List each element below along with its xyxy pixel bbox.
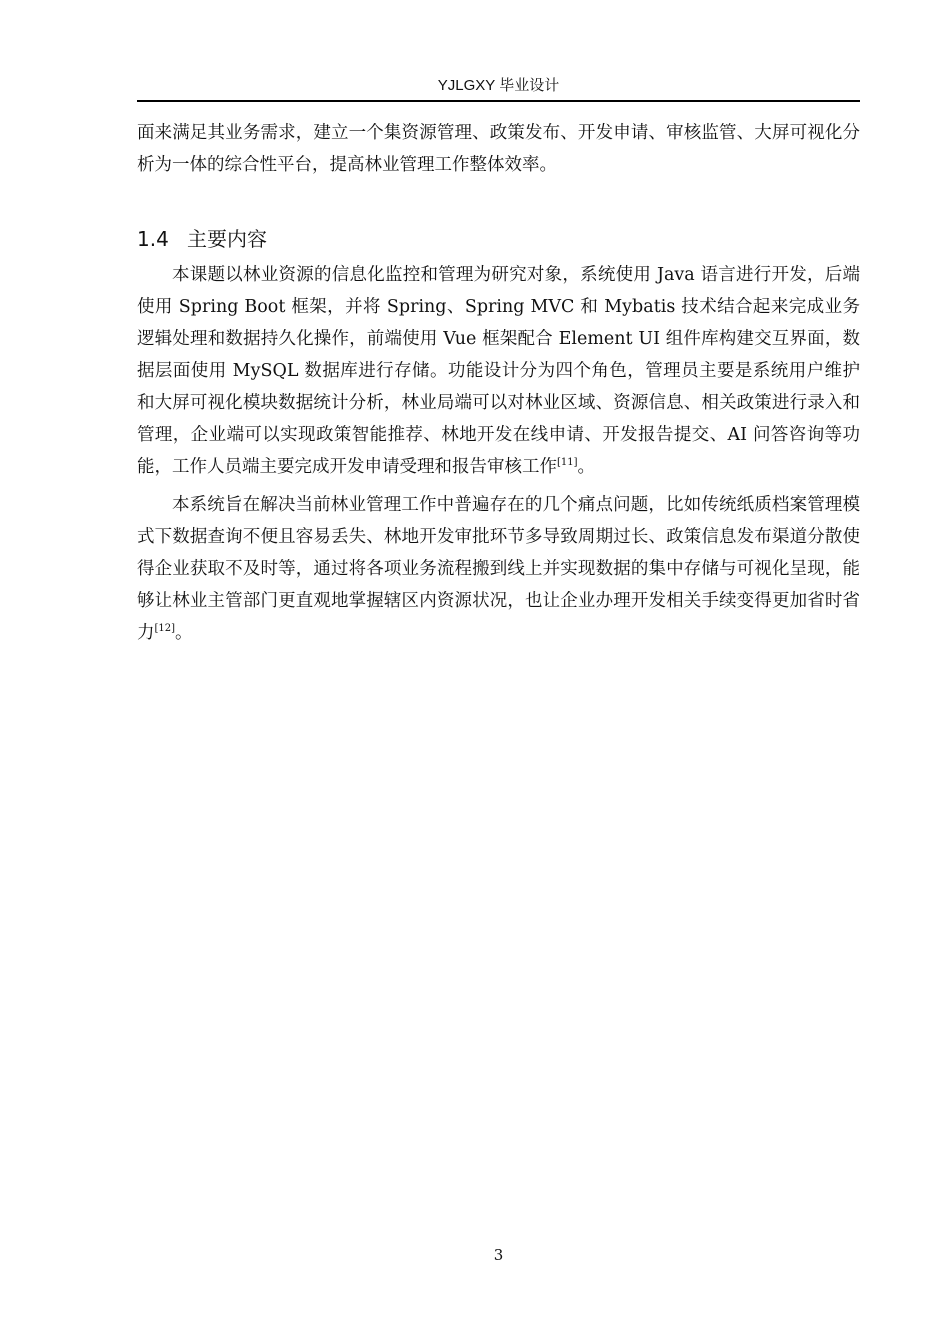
paragraph-end: 。 [175, 623, 193, 643]
paragraph-text: 本系统旨在解决当前林业管理工作中普遍存在的几个痛点问题，比如传统纸质档案管理模式下数据查询不便且容易丢失、林地开发审批环节多导致周期过长、政策信息发布渠道分散使得企业获取不及时等，通过将各项业务流程搬到线上并实现数据的集中存储与可视化呈现，能够让林业主管部门更直观地掌握辖区内资源状况，也让企业办理开发相关手续变得更加省时省力 [137, 495, 860, 643]
header-rule [137, 100, 860, 102]
paragraph-end: 。 [577, 457, 596, 477]
citation-11: [11] [557, 457, 578, 469]
paragraph-main-content [137, 259, 860, 483]
paragraph-system-goal [137, 489, 860, 649]
continued-paragraph: 面来满足其业务需求，建立一个集资源管理、政策发布、开发申请、审核监管、大屏可视化分析为一体的综合性平台，提高林业管理工作整体效率。 [137, 123, 860, 175]
page-body [137, 117, 860, 649]
running-header: YJLGXY 毕业设计 [437, 77, 560, 94]
paragraph-text: 本课题以林业资源的信息化监控和管理为研究对象，系统使用 Java 语言进行开发，后端使用 Spring Boot 框架，并将 Spring、Spring MVC 和 Mybatis 技术结合起来完成业务逻辑处理和数据持久化操作，前端使用 Vue 框架配合 Element UI 组件库构建交互界面，数据层面使用 MySQL 数据库进行存储。功能设计分为四个角色，管理员主要是系统用户维护和大屏可视化模块数据统计分析，林业局端可以对林业区域、资源信息、相关政策进行录入和管理，企业端可以实现政策智能推荐、林地开发在线申请、开发报告提交、AI 问答咨询等功能，工作人员端主要完成开发申请受理和报告审核工作 [137, 265, 860, 477]
section-heading [137, 223, 860, 255]
page-number: 3 [493, 1246, 504, 1264]
section-title: 主要内容 [187, 227, 267, 251]
section-number: 1.4 [137, 227, 169, 251]
citation-12: [12] [154, 623, 176, 635]
